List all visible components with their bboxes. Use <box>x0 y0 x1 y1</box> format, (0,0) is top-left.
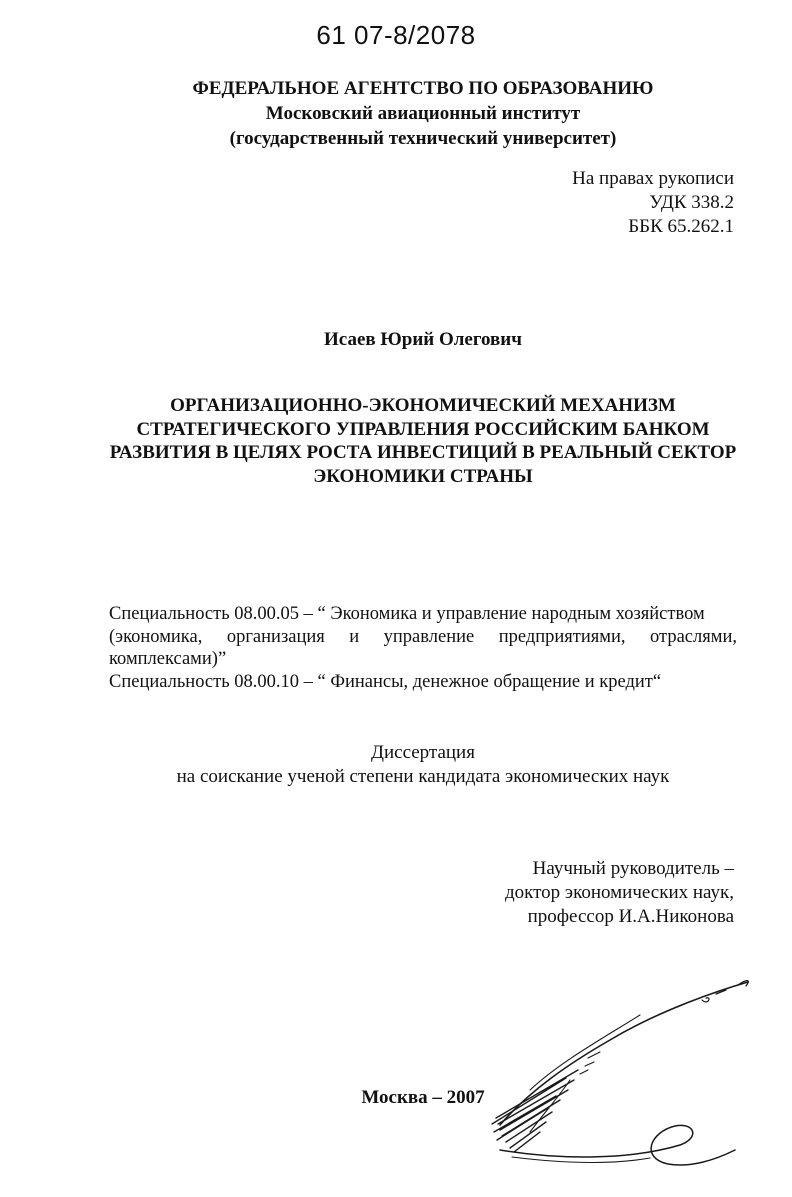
udk-code: УДК 338.2 <box>649 192 734 213</box>
specialty-2: Специальность 08.00.10 – “ Финансы, денежное обращение и кредит“ <box>109 671 662 692</box>
specialties <box>109 603 737 693</box>
manuscript-rights: На правах рукописи <box>572 168 734 189</box>
thesis-title <box>0 394 792 488</box>
title-line: ЭКОНОМИКИ СТРАНЫ <box>313 465 533 487</box>
city-and-year: Москва – 2007 <box>361 1087 485 1108</box>
classification-block <box>572 167 734 239</box>
specialty-word: организация <box>226 626 325 647</box>
title-line: ОРГАНИЗАЦИОННО-ЭКОНОМИЧЕСКИЙ МЕХАНИЗМ <box>170 395 676 416</box>
specialty-1-line-2 <box>109 626 737 649</box>
specialty-1-line-1: Специальность 08.00.05 – “ Экономика и управление народным хозяйством <box>109 604 705 624</box>
university-name: (государственный технический университет) <box>229 128 617 149</box>
title-line: РАЗВИТИЯ В ЦЕЛЯХ РОСТА ИНВЕСТИЦИЙ В РЕАЛЬНЫЙ СЕКТОР <box>109 442 737 463</box>
author-name: Исаев Юрий Олегович <box>324 329 522 350</box>
organization-header <box>0 76 792 151</box>
supervisor-block <box>505 857 734 929</box>
specialty-word: (экономика, <box>109 626 203 647</box>
institute-name: Московский авиационный институт <box>265 103 581 124</box>
thesis-type: Диссертация <box>371 742 475 763</box>
specialty-word: управление <box>383 626 475 647</box>
supervisor-name: профессор И.А.Никонова <box>527 906 734 927</box>
thesis-degree: на соискание ученой степени кандидата экономических наук <box>176 766 670 787</box>
thesis-type-block <box>0 741 792 789</box>
archive-code: 61 07-8/2078 <box>316 20 476 50</box>
supervisor-degree: доктор экономических наук, <box>504 882 734 903</box>
supervisor-role: Научный руководитель – <box>532 858 734 879</box>
agency-name: ФЕДЕРАЛЬНОЕ АГЕНТСТВО ПО ОБРАЗОВАНИЮ <box>192 78 654 99</box>
title-line: СТРАТЕГИЧЕСКОГО УПРАВЛЕНИЯ РОССИЙСКИМ БАНКОМ <box>136 418 710 440</box>
specialty-word: отраслями, <box>650 626 737 647</box>
specialty-word: предприятиями, <box>498 626 626 647</box>
bbk-code: ББК 65.262.1 <box>628 216 734 237</box>
specialty-word: и <box>349 626 360 647</box>
specialty-1-line-3: комплексами)” <box>109 649 227 669</box>
